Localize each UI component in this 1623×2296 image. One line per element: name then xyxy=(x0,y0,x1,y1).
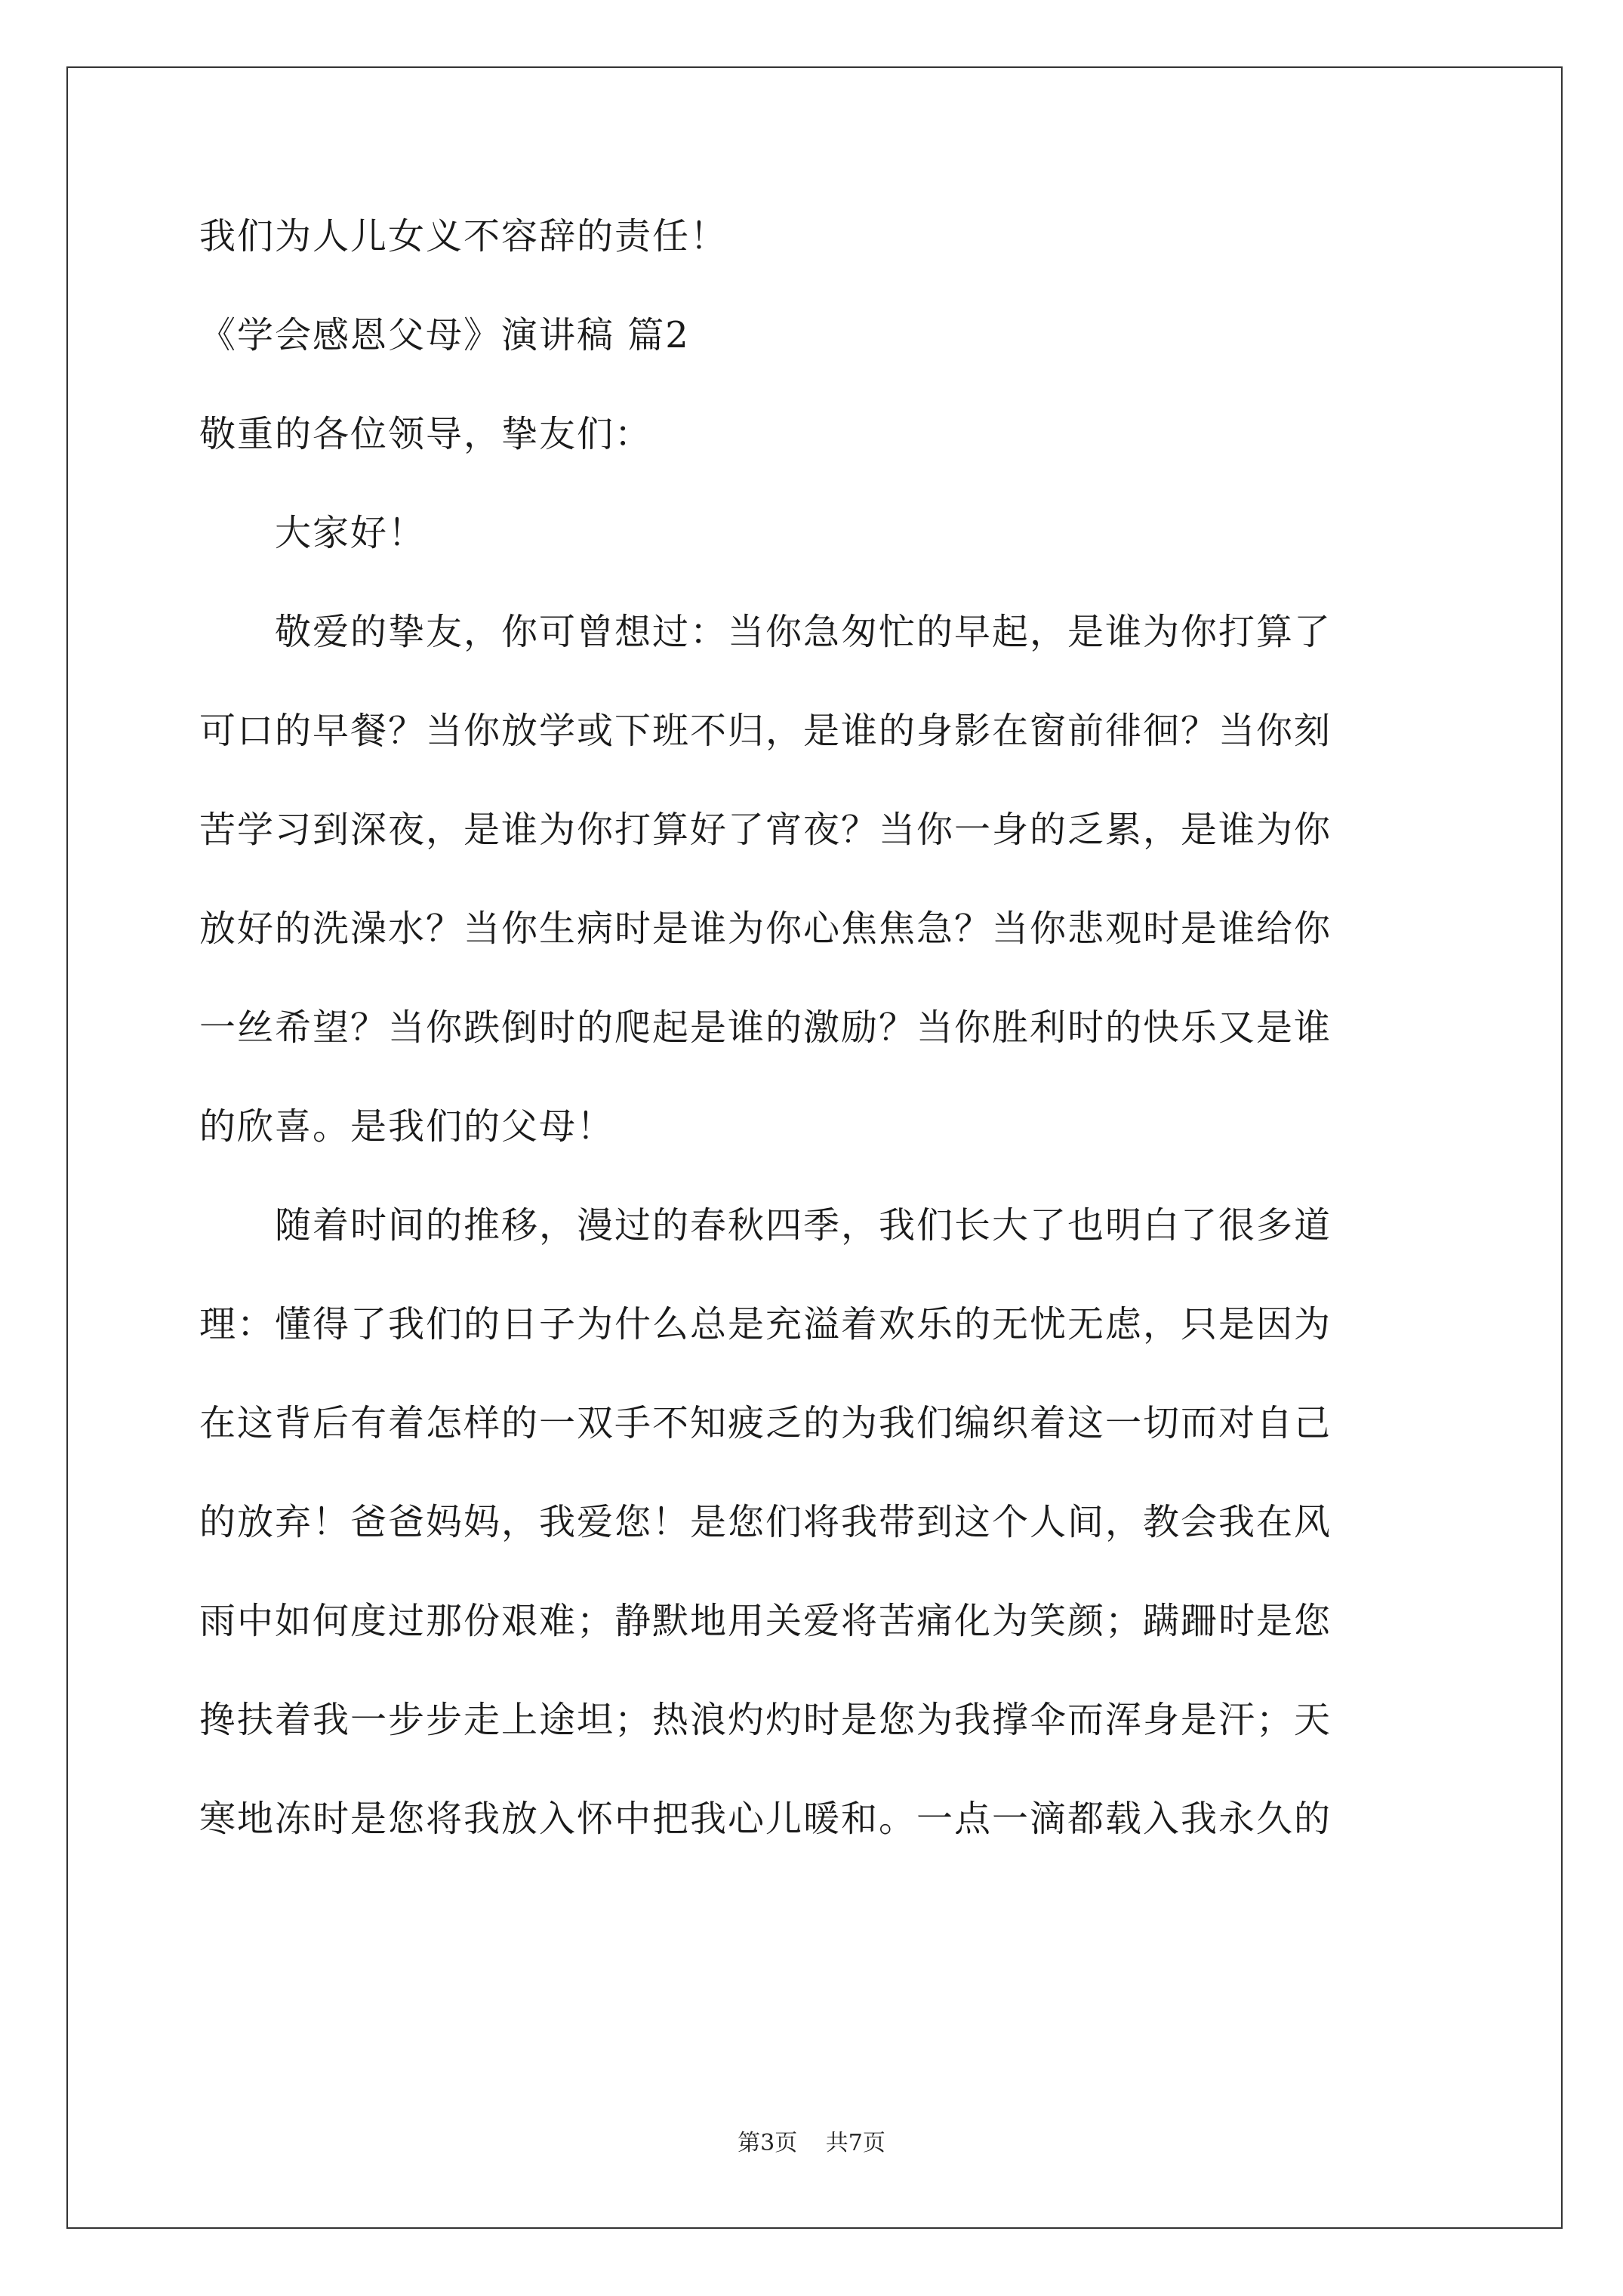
document-body xyxy=(199,216,1430,1897)
text-line: 搀扶着我一步步走上途坦；热浪灼灼时是您为我撑伞而浑身是汗；天 xyxy=(199,1699,1332,1741)
text-line: 苦学习到深夜，是谁为你打算好了宵夜？当你一身的乏累，是谁为你 xyxy=(199,809,1332,851)
text-line: 寒地冻时是您将我放入怀中把我心儿暖和。一点一滴都载入我永久的 xyxy=(199,1798,1332,1840)
text-line: 放好的洗澡水？当你生病时是谁为你心焦焦急？当你悲观时是谁给你 xyxy=(199,908,1332,950)
text-line: 敬爱的挚友，你可曾想过：当你急匆忙的早起，是谁为你打算了 xyxy=(199,611,1332,653)
text-line: 雨中如何度过那份艰难；静默地用关爱将苦痛化为笑颜；蹒跚时是您 xyxy=(199,1600,1332,1642)
page-total: 共7页 xyxy=(825,2130,885,2156)
text-line: 随着时间的推移，漫过的春秋四季，我们长大了也明白了很多道 xyxy=(199,1204,1332,1247)
text-line: 在这背后有着怎样的一双手不知疲乏的为我们编织着这一切而对自己 xyxy=(199,1402,1332,1444)
section-heading: 《学会感恩父母》演讲稿 篇2 xyxy=(199,314,690,356)
text-line: 的欣喜。是我们的父母！ xyxy=(199,1105,615,1148)
page-footer xyxy=(0,2131,1623,2156)
text-line: 一丝希望？当你跌倒时的爬起是谁的激励？当你胜利时的快乐又是谁 xyxy=(199,1006,1332,1049)
text-line: 我们为人儿女义不容辞的责任！ xyxy=(199,215,728,257)
page-number: 第3页 xyxy=(738,2130,798,2156)
text-line: 理：懂得了我们的日子为什么总是充溢着欢乐的无忧无虑，只是因为 xyxy=(199,1303,1332,1345)
greeting: 大家好！ xyxy=(199,512,427,554)
text-line: 可口的早餐？当你放学或下班不归，是谁的身影在窗前徘徊？当你刻 xyxy=(199,710,1332,752)
salutation: 敬重的各位领导，挚友们： xyxy=(199,413,653,455)
text-line: 的放弃！爸爸妈妈，我爱您！是您们将我带到这个人间，教会我在风 xyxy=(199,1501,1332,1543)
